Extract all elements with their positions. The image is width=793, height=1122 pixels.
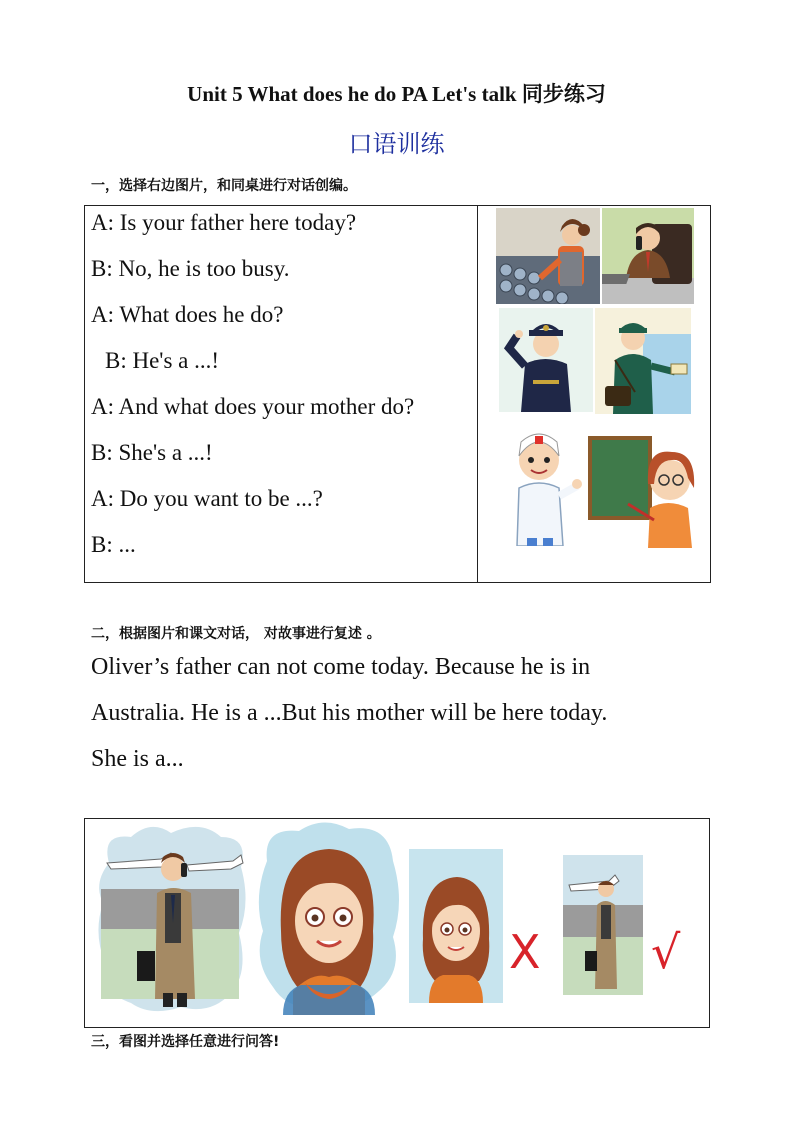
- document-subtitle: 口语训练: [348, 130, 445, 158]
- father-airport-image-small: [563, 855, 643, 995]
- dialogue-line: A: Is your father here today?: [91, 210, 357, 235]
- story-line: Oliver’s father can not come today. Because he is in: [91, 654, 591, 680]
- story-line: She is a...: [91, 746, 184, 772]
- section-1-heading: 一，选择右边图片，和同桌进行对话创编。: [91, 178, 357, 194]
- mother-portrait-small: [409, 849, 503, 1003]
- cross-mark: X: [509, 925, 541, 979]
- story-line: Australia. He is a ...But his mother will be here today.: [91, 700, 608, 726]
- check-mark: √: [651, 925, 681, 979]
- section-3-heading: 三，看图并选择任意进行问答!: [91, 1034, 280, 1050]
- document-title: Unit 5 What does he do PA Let's talk 同步练习: [187, 82, 606, 106]
- mother-portrait-large: [253, 821, 403, 1015]
- dialogue-line: B: ...: [91, 532, 136, 557]
- postman-image: [595, 308, 691, 414]
- teacher-image: [588, 428, 696, 548]
- dialogue-line: B: He's a ...!: [105, 348, 220, 373]
- dialogue-table: [84, 205, 711, 583]
- dialogue-line: A: What does he do?: [91, 302, 284, 327]
- father-airport-image: [91, 823, 249, 1015]
- factory-worker-image: [496, 208, 600, 304]
- table-divider: [477, 206, 478, 582]
- dialogue-line: B: No, he is too busy.: [91, 256, 290, 281]
- businessman-image: [602, 208, 694, 304]
- police-officer-image: [499, 308, 593, 412]
- story-picture-panel: [84, 818, 710, 1028]
- dialogue-line: A: Do you want to be ...?: [91, 486, 323, 511]
- doctor-image: [497, 426, 585, 546]
- dialogue-line: B: She's a ...!: [91, 440, 213, 465]
- section-2-heading: 二，根据图片和课文对话， 对故事进行复述 。: [91, 626, 381, 642]
- dialogue-line: A: And what does your mother do?: [91, 394, 415, 419]
